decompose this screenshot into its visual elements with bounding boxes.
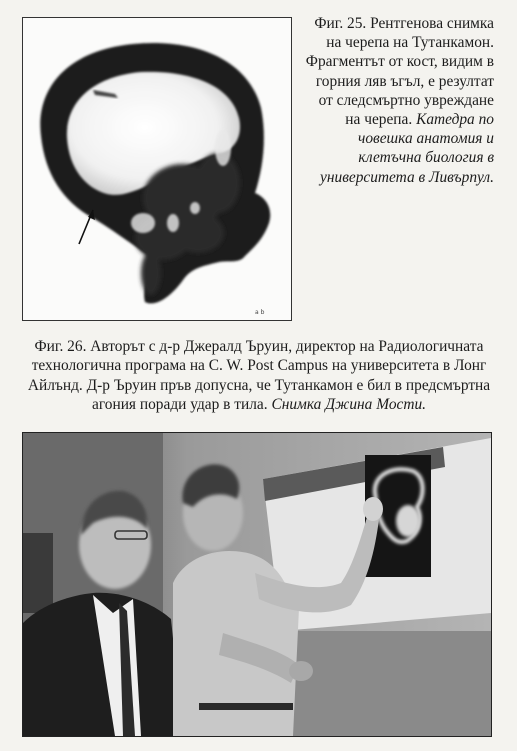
figure-26-caption — [24, 337, 494, 415]
figure-25-caption — [302, 14, 494, 187]
figure-26-credit: Снимка Джина Мости. — [271, 396, 426, 414]
figure-26-photograph — [22, 432, 492, 737]
xray-film-mark: a b — [255, 309, 265, 316]
figure-25-xray-image — [22, 17, 292, 321]
figure-26-caption-text: Фиг. 26. Авторът с д-р Джералд Ъруин, директор на Радиологичната технологична програма на C. W. Post Campus на университета в Лонг Айлънд. Д-р Ъруин пръв допусна, че Тутанкамон е бил в предсмъртна агония поради удар в тила. — [27, 338, 491, 414]
figure-25-credit: Катедра по човешка анатомия и клетъчна биология в университета в Ливърпул. — [320, 111, 494, 186]
figure-25-caption-text: Фиг. 25. Рентгенова снимка на черепа на Тутанкамон. Фрагментът от кост, видим в горния ляв ъгъл, е резултат от следсмъртно увреждане на черепа. — [305, 15, 494, 129]
